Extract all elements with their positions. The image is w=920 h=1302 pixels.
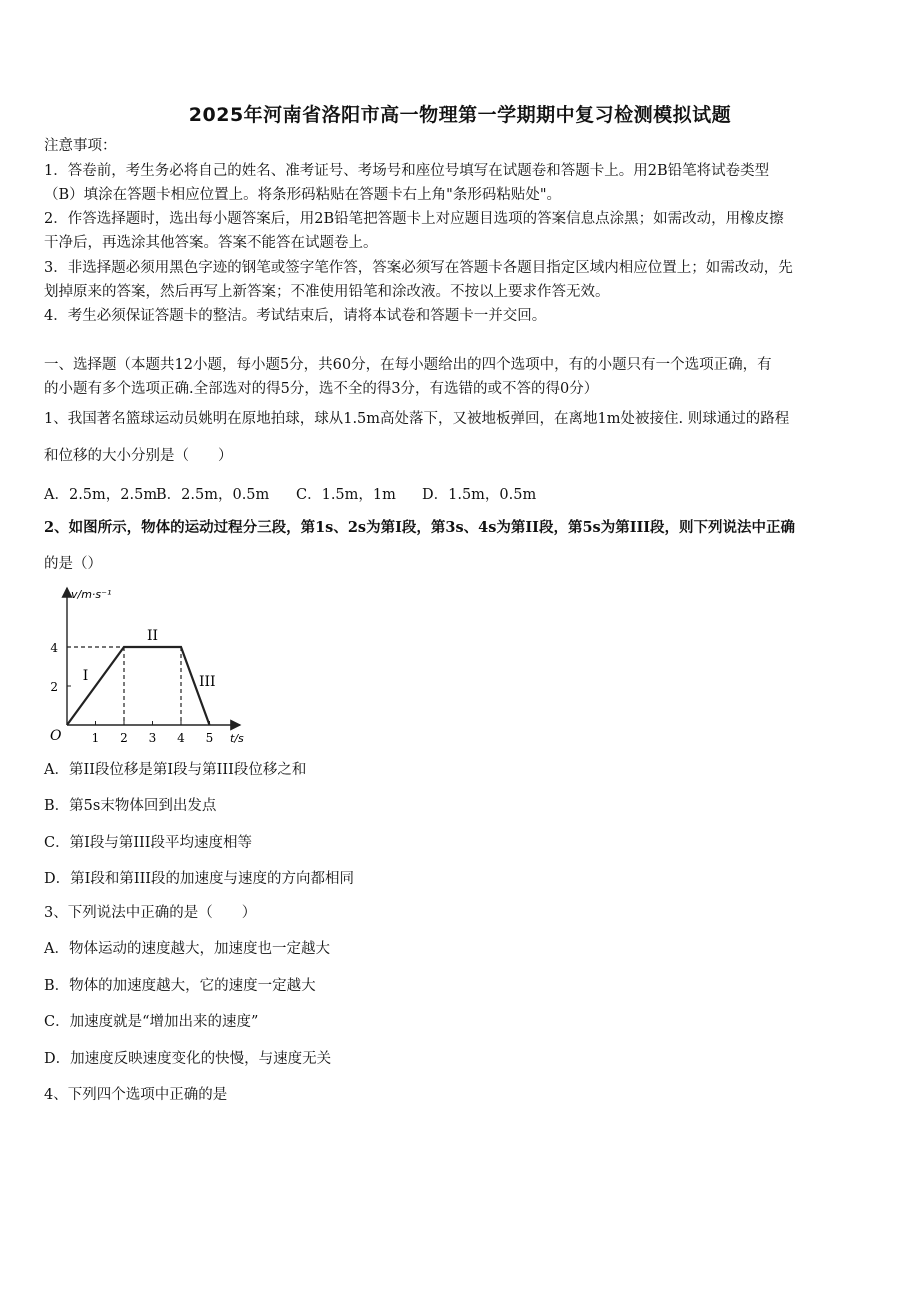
x-tick-label: 4 [177, 731, 185, 745]
question-4-stem: 4、下列四个选项中正确的是 [44, 1087, 228, 1103]
segment-label: II [146, 628, 159, 644]
question-1-stem: 和位移的大小分别是（ ） [44, 448, 233, 464]
question-3-option-b: B．物体的加速度越大，它的速度一定越大 [44, 978, 316, 994]
velocity-time-chart [40, 582, 260, 750]
question-3-option-a: A．物体运动的速度越大，加速度也一定越大 [44, 941, 330, 957]
segment-label: I [82, 668, 89, 684]
notice-line: （B）填涂在答题卡相应位置上。将条形码粘贴在答题卡右上角"条形码粘贴处"。 [44, 187, 561, 203]
question-3-option-d: D．加速度反映速度变化的快慢，与速度无关 [44, 1051, 332, 1067]
page-title: 2025年河南省洛阳市高一物理第一学期期中复习检测模拟试题 [188, 104, 732, 126]
option-c: C．1.5m，1m [296, 487, 396, 503]
question-3-stem: 3、下列说法中正确的是（ ） [44, 905, 257, 921]
y-axis-label: v/m·s⁻¹ [71, 588, 112, 601]
y-tick-label: 2 [50, 680, 58, 694]
option-a: A．2.5m，2.5m [44, 487, 158, 503]
section-instructions: 的小题有多个选项正确.全部选对的得5分，选不全的得3分，有选错的或不答的得0分） [44, 381, 599, 397]
question-2-option-b: B．第5s末物体回到出发点 [44, 798, 217, 814]
series-line [67, 647, 210, 725]
notice-line: 3．非选择题必须用黑色字迹的钢笔或签字笔作答，答案必须写在答题卡各题目指定区域内相应位置上；如需改动，先 [44, 260, 793, 276]
x-tick-label: 1 [91, 731, 100, 745]
y-tick-label: 4 [50, 641, 58, 655]
question-2-option-a: A．第II段位移是第I段与第III段位移之和 [44, 762, 307, 778]
x-tick-label: 2 [120, 731, 128, 745]
notice-line: 4．考生必须保证答题卡的整洁。考试结束后，请将本试卷和答题卡一并交回。 [44, 308, 547, 324]
x-tick-label: 3 [148, 731, 157, 745]
question-2-option-c: C．第I段与第III段平均速度相等 [44, 835, 253, 851]
origin-label: O [50, 728, 62, 744]
notice-heading: 注意事项： [44, 138, 117, 154]
segment-label: III [198, 674, 216, 690]
question-1-stem: 1、我国著名篮球运动员姚明在原地拍球，球从1.5m高处落下，又被地板弹回，在离地1m处被接住. 则球通过的路程 [44, 411, 790, 427]
notice-line: 1．答卷前，考生务必将自己的姓名、准考证号、考场号和座位号填写在试题卷和答题卡上。用2B铅笔将试卷类型 [44, 163, 770, 179]
question-2-option-d: D．第I段和第III段的加速度与速度的方向都相同 [44, 871, 355, 887]
question-3-option-c: C．加速度就是“增加出来的速度” [44, 1014, 259, 1030]
x-tick-label: 5 [205, 731, 214, 745]
option-d: D．1.5m，0.5m [422, 487, 537, 503]
question-1-options [44, 483, 536, 504]
question-2-stem: 2、如图所示，物体的运动过程分三段，第1s、2s为第I段，第3s、4s为第II段，第5s为第III段，则下列说法中正确 [44, 519, 796, 536]
notice-line: 划掉原来的答案，然后再写上新答案；不准使用铅笔和涂改液。不按以上要求作答无效。 [44, 284, 610, 300]
section-instructions: 一、选择题（本题共12小题，每小题5分，共60分，在每小题给出的四个选项中，有的小题只有一个选项正确，有 [44, 357, 772, 373]
question-2-stem: 的是（） [44, 556, 102, 572]
notice-line: 干净后，再选涂其他答案。答案不能答在试题卷上。 [44, 235, 378, 251]
option-b: B．2.5m，0.5m [156, 487, 270, 503]
x-axis-label: t/s [230, 732, 244, 745]
notice-line: 2．作答选择题时，选出每小题答案后，用2B铅笔把答题卡上对应题目选项的答案信息点涂黑；如需改动，用橡皮擦 [44, 211, 784, 227]
